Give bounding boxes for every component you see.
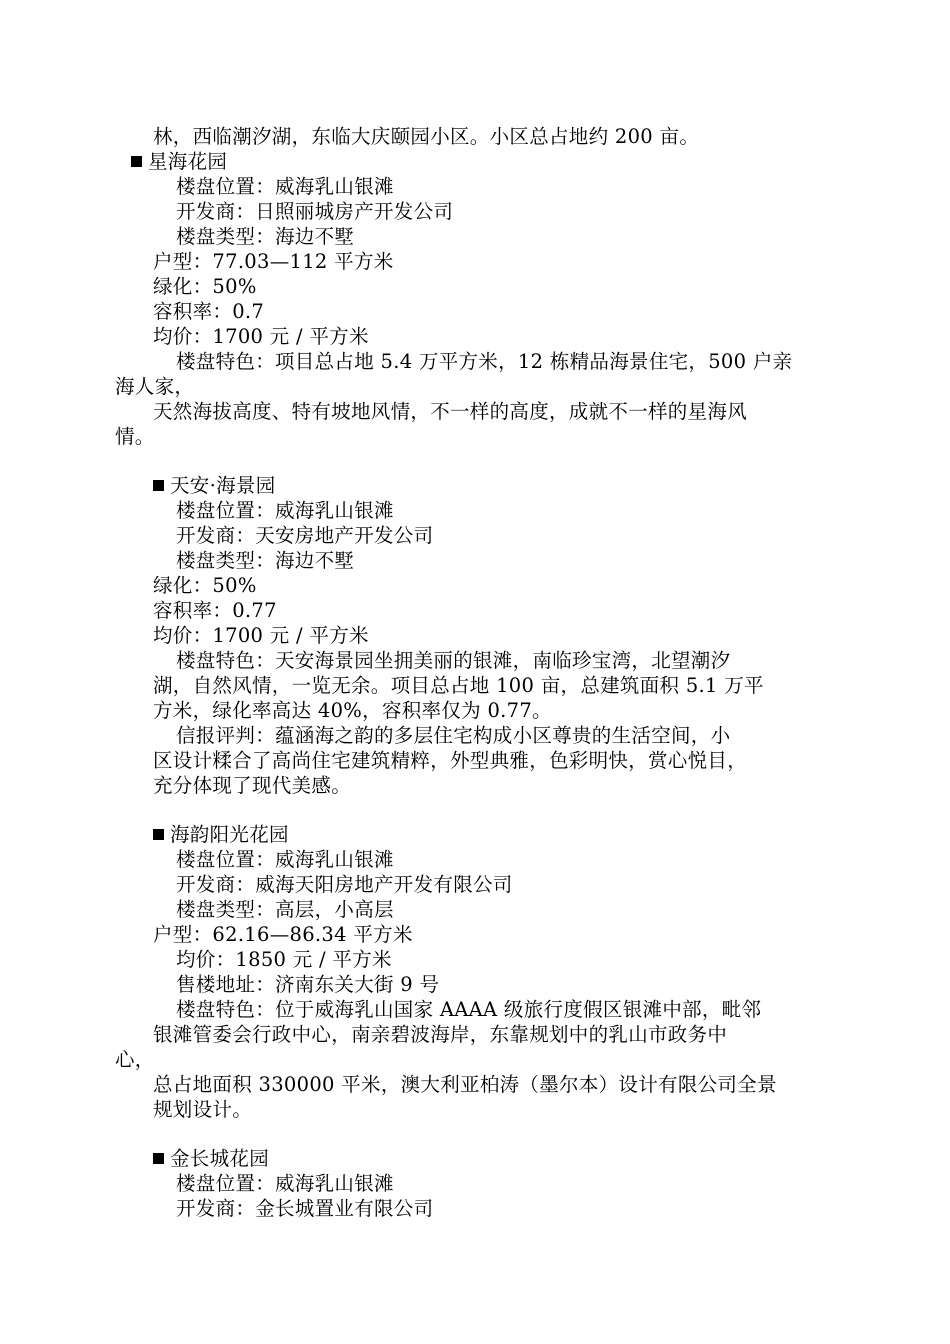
feature-line: 银滩管委会行政中心，南亲碧波海岸，东靠规划中的乳山市政务中 xyxy=(153,1023,728,1046)
feature-line: 楼盘特色：项目总占地 5.4 万平方米，12 栋精品海景住宅，500 户亲 xyxy=(176,350,793,373)
section-title: 天安·海景园 xyxy=(170,474,276,497)
bullet-square-icon xyxy=(153,1153,164,1164)
feature-line: 总占地面积 330000 平米，澳大利亚柏涛（墨尔本）设计有限公司全景 xyxy=(153,1073,777,1096)
feature-line: 规划设计。 xyxy=(153,1098,253,1121)
section-heading-xinghai xyxy=(131,149,227,174)
green-line: 绿化：50% xyxy=(153,275,257,298)
type-line: 楼盘类型：高层，小高层 xyxy=(176,898,394,921)
unit-line: 户型：77.03—112 平方米 xyxy=(153,250,394,273)
green-line: 绿化：50% xyxy=(153,574,257,597)
developer-line: 开发商：威海天阳房地产开发有限公司 xyxy=(176,873,513,896)
bullet-square-icon xyxy=(153,829,164,840)
location-line: 楼盘位置：威海乳山银滩 xyxy=(176,848,394,871)
plot-ratio-line: 容积率：0.7 xyxy=(153,300,265,323)
intro-line: 林，西临潮汐湖，东临大庆颐园小区。小区总占地约 200 亩。 xyxy=(153,125,700,148)
price-line: 均价：1850 元 / 平方米 xyxy=(176,948,392,971)
location-line: 楼盘位置：威海乳山银滩 xyxy=(176,499,394,522)
developer-line: 开发商：日照丽城房产开发公司 xyxy=(176,200,454,223)
type-line: 楼盘类型：海边不墅 xyxy=(176,225,355,248)
section-heading-jinchangcheng xyxy=(153,1146,269,1171)
feature-line: 湖，自然风情，一览无余。项目总占地 100 亩，总建筑面积 5.1 万平 xyxy=(153,674,764,697)
feature-line: 海人家， xyxy=(115,375,195,398)
section-heading-haiyun xyxy=(153,822,289,847)
review-line: 充分体现了现代美感。 xyxy=(153,774,352,797)
developer-line: 开发商：天安房地产开发公司 xyxy=(176,524,434,547)
developer-line: 开发商：金长城置业有限公司 xyxy=(176,1197,434,1220)
feature-line: 楼盘特色：位于威海乳山国家 AAAA 级旅行度假区银滩中部，毗邻 xyxy=(176,998,762,1021)
section-title: 海韵阳光花园 xyxy=(170,823,289,846)
feature-line: 天然海拔高度、特有坡地风情，不一样的高度，成就不一样的星海风 xyxy=(153,400,748,423)
bullet-square-icon xyxy=(131,156,142,167)
review-line: 信报评判：蕴涵海之韵的多层住宅构成小区尊贵的生活空间，小 xyxy=(176,724,731,747)
section-title: 星海花园 xyxy=(148,150,228,173)
price-line: 均价：1700 元 / 平方米 xyxy=(153,325,369,348)
section-heading-tianan xyxy=(153,473,276,498)
feature-line: 方米，绿化率高达 40%，容积率仅为 0.77。 xyxy=(153,699,552,722)
plot-ratio-line: 容积率：0.77 xyxy=(153,599,277,622)
sales-address-line: 售楼地址：济南东关大街 9 号 xyxy=(176,973,440,996)
section-title: 金长城花园 xyxy=(170,1147,270,1170)
feature-line: 楼盘特色：天安海景园坐拥美丽的银滩，南临珍宝湾，北望潮汐 xyxy=(176,649,731,672)
review-line: 区设计糅合了高尚住宅建筑精粹，外型典雅，色彩明快，赏心悦目， xyxy=(153,749,748,772)
location-line: 楼盘位置：威海乳山银滩 xyxy=(176,1172,394,1195)
type-line: 楼盘类型：海边不墅 xyxy=(176,549,355,572)
feature-line: 情。 xyxy=(115,425,155,448)
location-line: 楼盘位置：威海乳山银滩 xyxy=(176,175,394,198)
price-line: 均价：1700 元 / 平方米 xyxy=(153,624,369,647)
unit-line: 户型：62.16—86.34 平方米 xyxy=(153,923,413,946)
feature-line: 心， xyxy=(115,1048,155,1071)
bullet-square-icon xyxy=(153,480,164,491)
